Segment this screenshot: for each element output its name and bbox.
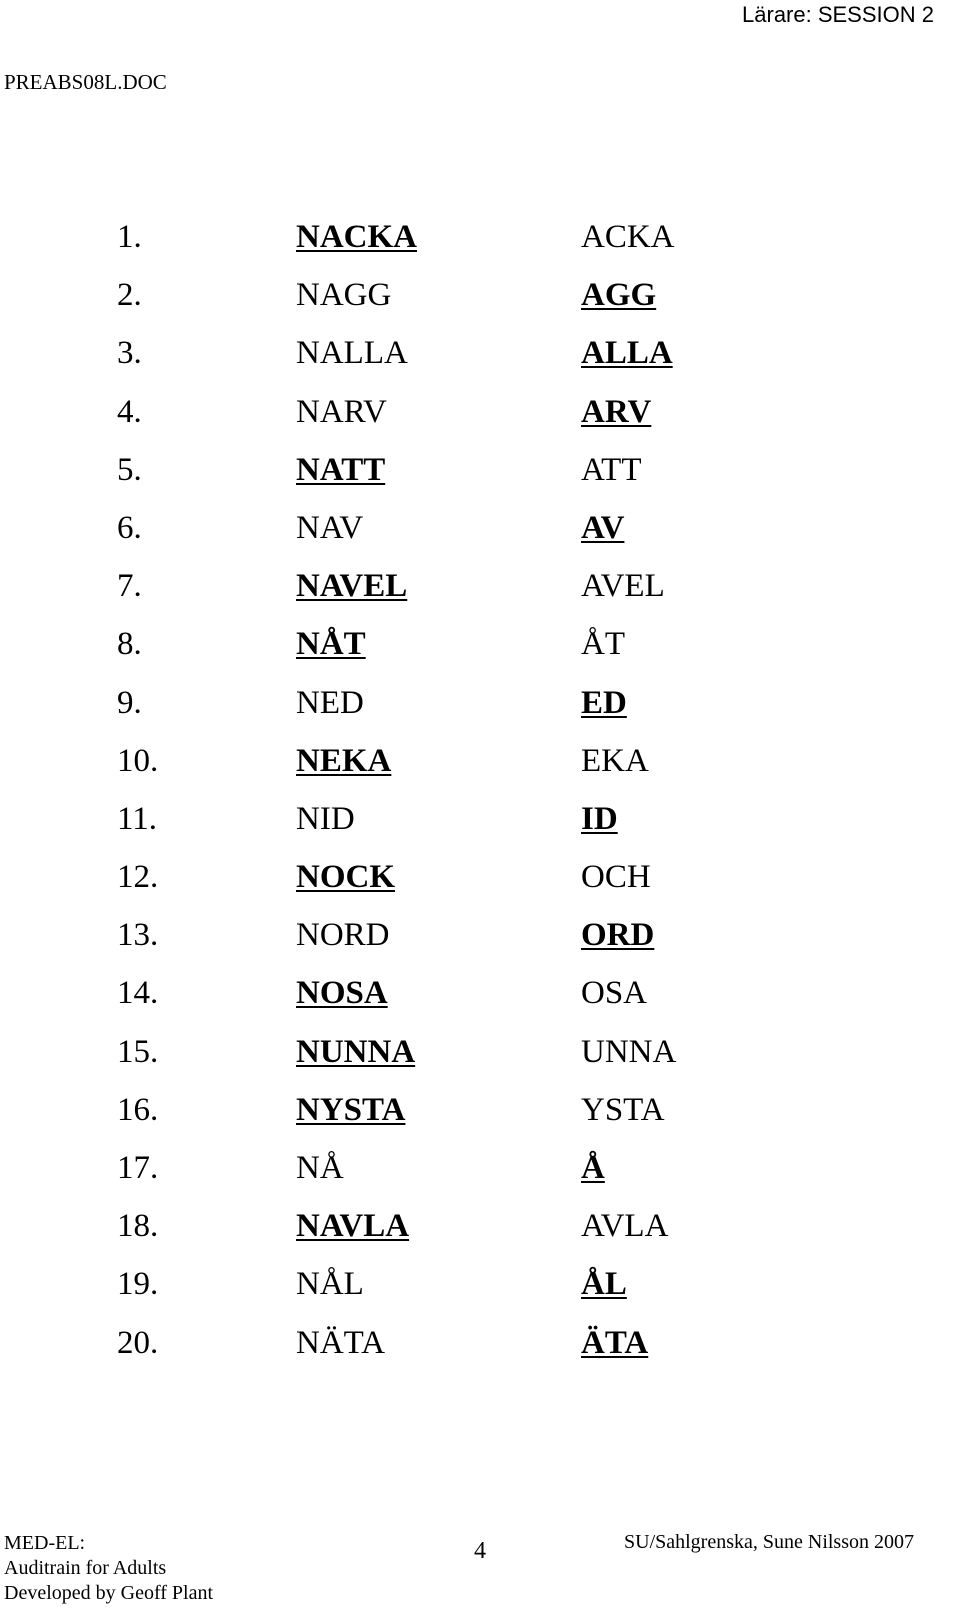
word-pair-row xyxy=(0,208,960,266)
word-without-n: ÄTA xyxy=(581,1324,649,1361)
word-with-n: NALLA xyxy=(296,335,408,372)
item-number: 19. xyxy=(117,1266,159,1303)
word-with-n: NAVEL xyxy=(296,568,408,605)
word-without-n: ORD xyxy=(581,917,655,954)
word-with-n: NUNNA xyxy=(296,1033,416,1070)
footer-line: Auditrain for Adults xyxy=(4,1557,167,1579)
page-number: 4 xyxy=(474,1538,486,1564)
word-without-n: ID xyxy=(581,800,618,837)
word-pair-row xyxy=(0,266,960,324)
item-number: 5. xyxy=(117,451,142,488)
item-number: 20. xyxy=(117,1324,159,1361)
word-without-n: UNNA xyxy=(581,1033,677,1070)
word-with-n: NEKA xyxy=(296,742,392,779)
word-without-n: OSA xyxy=(581,975,648,1012)
word-with-n: NATT xyxy=(296,451,386,488)
word-without-n: ALLA xyxy=(581,335,673,372)
item-number: 16. xyxy=(117,1091,159,1128)
word-pair-row xyxy=(0,848,960,906)
word-pair-row xyxy=(0,1197,960,1255)
word-with-n: NAGG xyxy=(296,277,392,314)
item-number: 8. xyxy=(117,626,142,663)
word-pair-row xyxy=(0,1023,960,1081)
word-without-n: Å xyxy=(581,1150,605,1186)
word-without-n: ATT xyxy=(581,451,642,488)
word-without-n: OCH xyxy=(581,859,651,896)
word-pair-row xyxy=(0,790,960,848)
word-without-n: ARV xyxy=(581,393,652,430)
word-pair-row xyxy=(0,732,960,790)
word-pair-row xyxy=(0,1255,960,1313)
word-without-n: ÅT xyxy=(581,626,625,663)
word-with-n: NÄTA xyxy=(296,1324,386,1361)
item-number: 17. xyxy=(117,1150,159,1186)
item-number: 11. xyxy=(117,800,158,837)
word-with-n: NID xyxy=(296,800,355,837)
word-pair-row xyxy=(0,324,960,382)
word-pair-row xyxy=(0,557,960,615)
word-pair-row xyxy=(0,441,960,499)
item-number: 4. xyxy=(117,393,142,430)
footer-credits xyxy=(4,1531,213,1606)
word-without-n: YSTA xyxy=(581,1091,665,1128)
footer-line: Developed by Geoff Plant xyxy=(4,1582,214,1604)
word-with-n: NAVLA xyxy=(296,1208,410,1245)
word-pair-row xyxy=(0,1314,960,1372)
word-with-n: NACKA xyxy=(296,219,417,255)
word-pair-row xyxy=(0,383,960,441)
item-number: 6. xyxy=(117,509,142,546)
word-with-n: NARV xyxy=(296,393,387,430)
item-number: 18. xyxy=(117,1208,159,1245)
item-number: 2. xyxy=(117,277,142,314)
document-filename: PREABS08L.DOC xyxy=(4,70,167,94)
word-pair-list xyxy=(0,208,960,1372)
word-pair-row xyxy=(0,615,960,673)
item-number: 10. xyxy=(117,742,159,779)
word-without-n: AGG xyxy=(581,277,657,314)
word-pair-row xyxy=(0,1139,960,1197)
item-number: 15. xyxy=(117,1033,159,1070)
word-without-n: AVEL xyxy=(581,568,665,605)
word-with-n: NOSA xyxy=(296,975,388,1012)
word-with-n: NED xyxy=(296,684,364,721)
word-without-n: EKA xyxy=(581,742,649,779)
word-pair-row xyxy=(0,964,960,1022)
word-with-n: NYSTA xyxy=(296,1091,406,1128)
word-pair-row xyxy=(0,674,960,732)
footer-line: MED-EL: xyxy=(4,1532,86,1554)
word-with-n: NÅ xyxy=(296,1150,344,1186)
word-without-n: ÅL xyxy=(581,1266,627,1303)
word-without-n: ACKA xyxy=(581,219,675,255)
word-with-n: NÅT xyxy=(296,626,366,663)
word-without-n: AV xyxy=(581,509,625,546)
item-number: 1. xyxy=(117,219,142,255)
item-number: 14. xyxy=(117,975,159,1012)
word-pair-row xyxy=(0,1081,960,1139)
word-with-n: NORD xyxy=(296,917,390,954)
item-number: 9. xyxy=(117,684,142,721)
item-number: 3. xyxy=(117,335,142,372)
item-number: 13. xyxy=(117,917,159,954)
word-pair-row xyxy=(0,499,960,557)
item-number: 7. xyxy=(117,568,142,605)
item-number: 12. xyxy=(117,859,159,896)
word-with-n: NÅL xyxy=(296,1266,364,1303)
word-with-n: NAV xyxy=(296,509,364,546)
word-without-n: AVLA xyxy=(581,1208,669,1245)
footer-author: SU/Sahlgrenska, Sune Nilsson 2007 xyxy=(624,1531,914,1553)
word-pair-row xyxy=(0,906,960,964)
session-label: Lärare: SESSION 2 xyxy=(742,2,934,27)
word-without-n: ED xyxy=(581,684,627,721)
word-with-n: NOCK xyxy=(296,859,395,896)
